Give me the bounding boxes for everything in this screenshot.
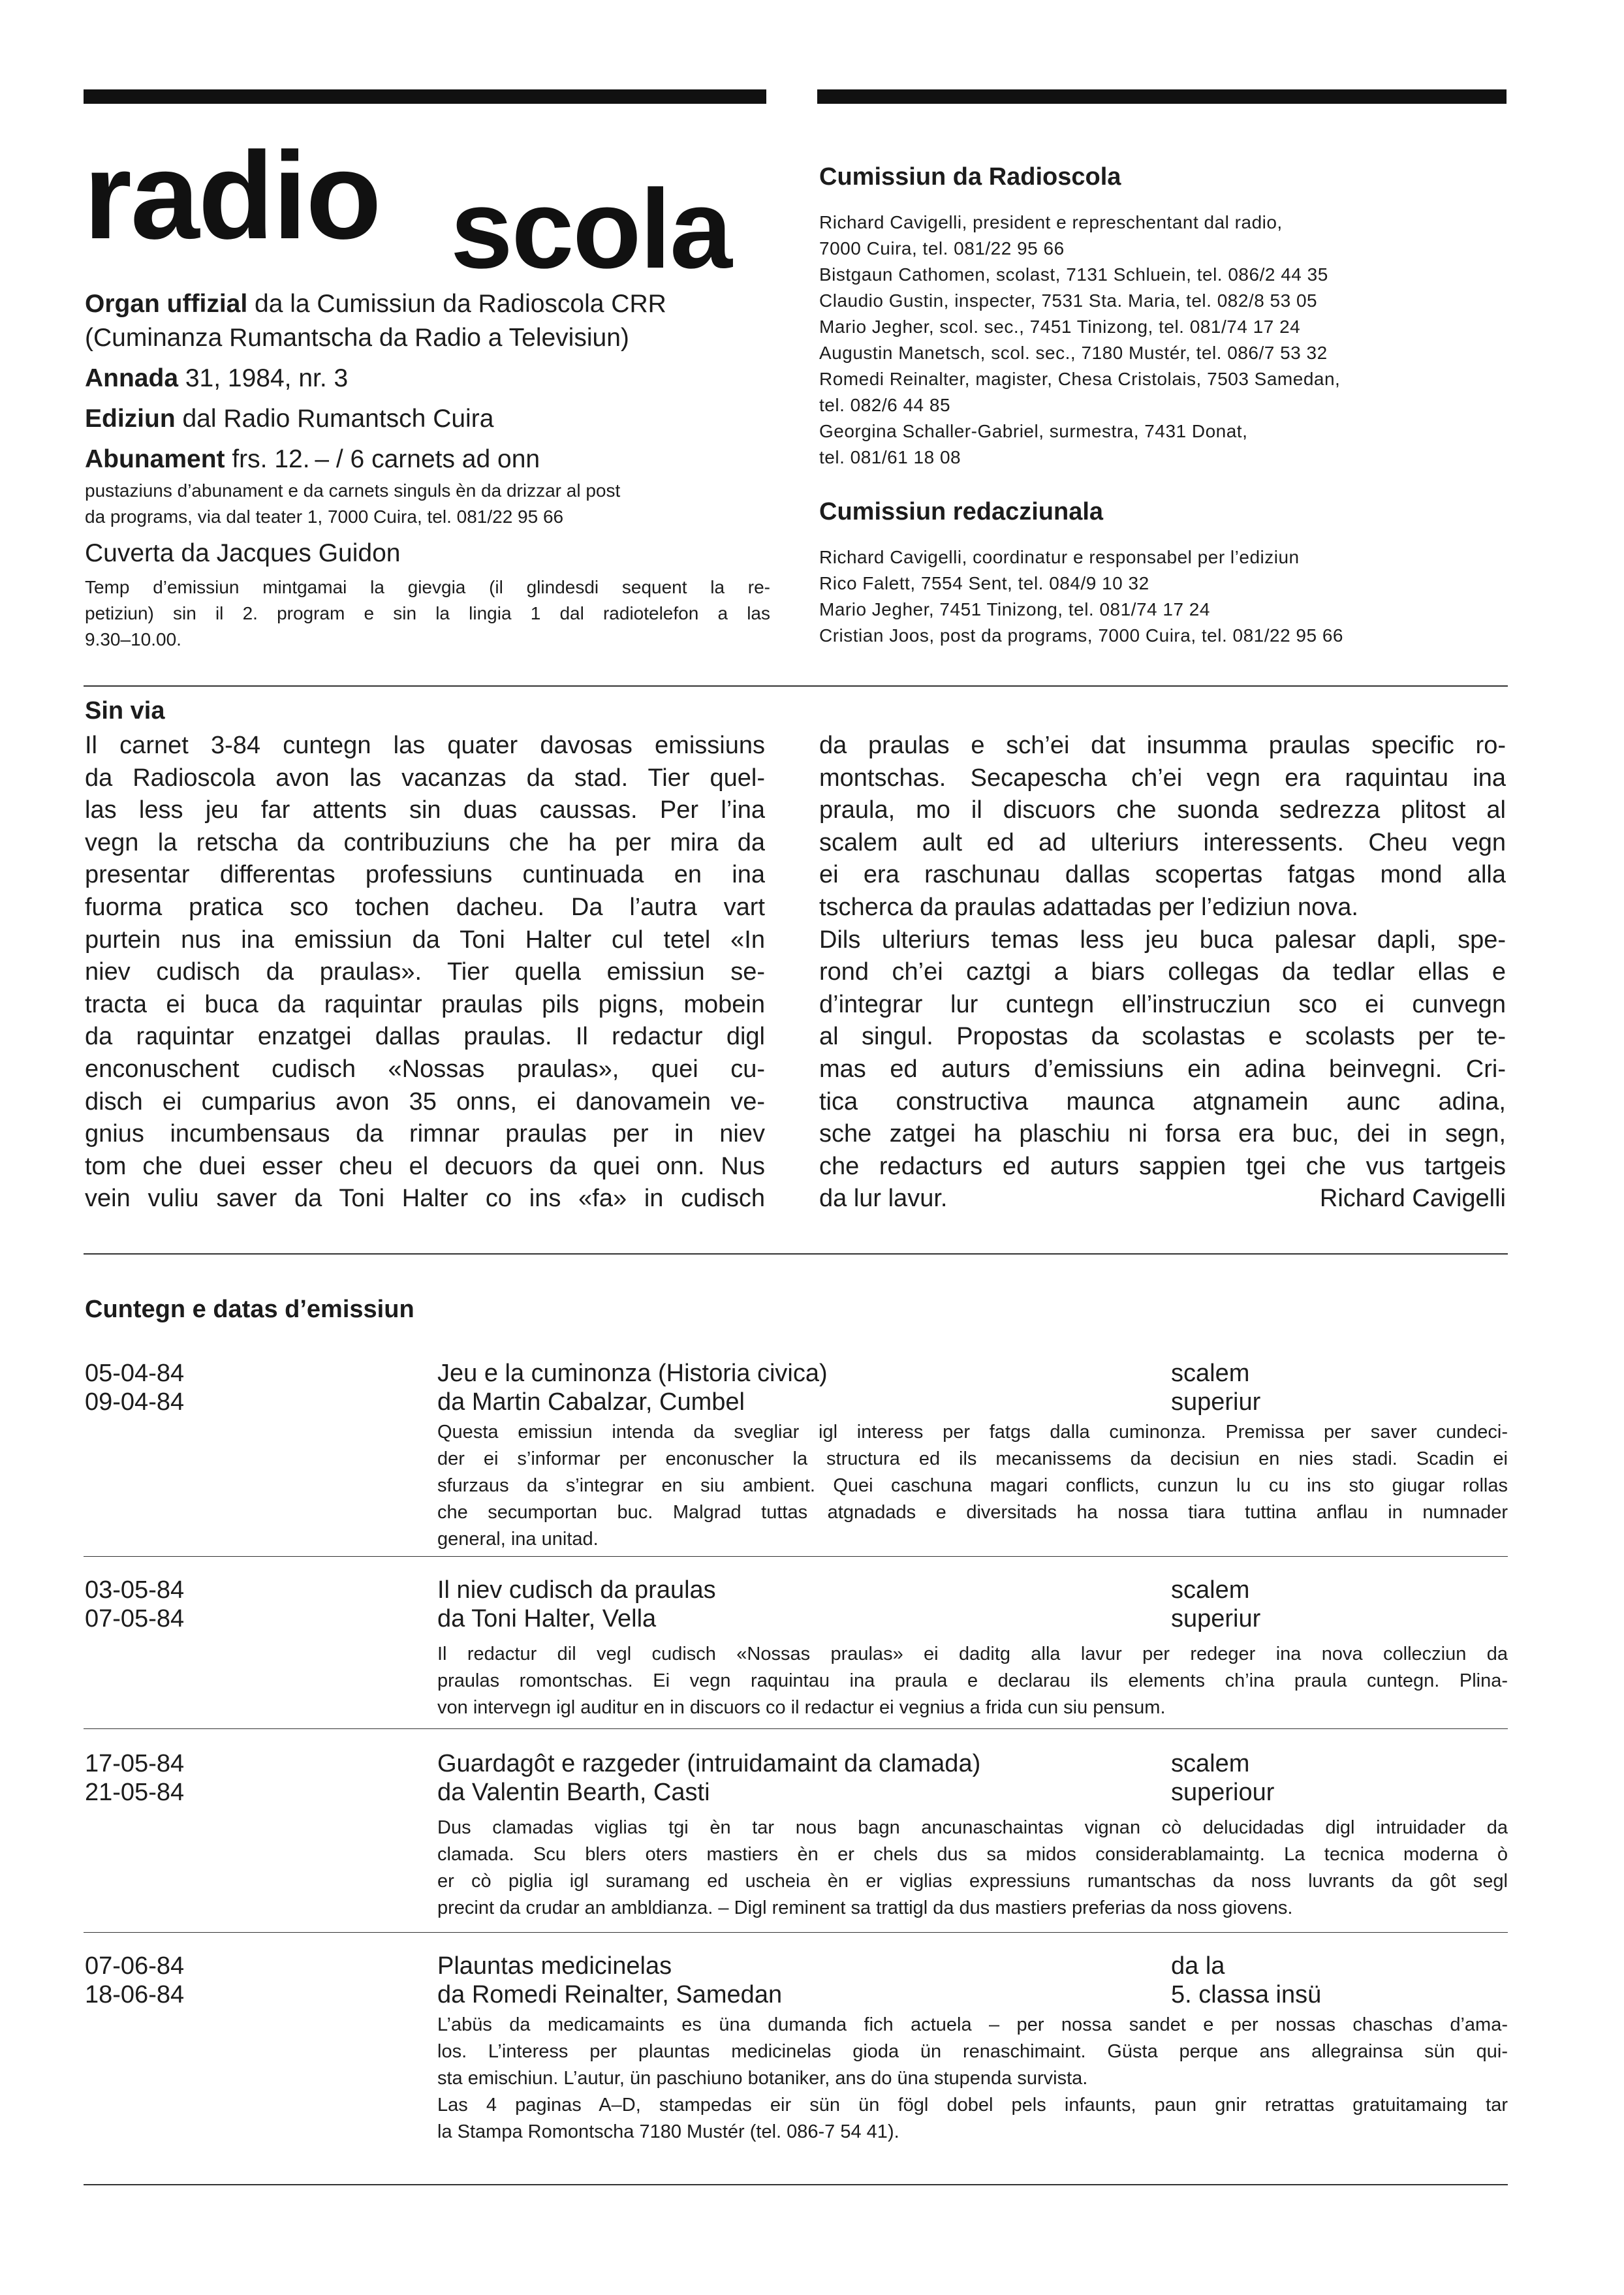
member-line: 7000 Cuira, tel. 081/22 95 66: [819, 238, 1065, 258]
abunament-line: [85, 443, 770, 476]
entry-description: [437, 1815, 1508, 1922]
article-line: Dils ulteriurs temas less jeu buca palesar dapli, spe-: [819, 926, 1506, 954]
article-line: sche zatgei ha plaschiu ni forsa era buc, dei in segn,: [819, 1120, 1506, 1148]
organ-label: Organ uffizial: [85, 290, 248, 318]
entry-title: Il niev cudisch da praulas: [437, 1576, 716, 1604]
top-rule-right: [817, 89, 1507, 104]
article-line: tscherca da praulas adattadas per l’ediziun nova.: [819, 893, 1358, 921]
organ-text: da la Cumissiun da Radioscola CRR: [247, 290, 666, 318]
article-line: scalem ault ed ad ulteriurs interessents. Cheu vegn: [819, 828, 1506, 856]
entry-title: Jeu e la cuminonza (Historia civica): [437, 1360, 828, 1387]
description-line: Questa emissiun intenda da svegliar igl interess per fatgs dalla cuminonza. Premissa per saver cundeci-: [437, 1422, 1508, 1443]
article-final-line: [819, 1183, 1506, 1215]
ediziun-label: Ediziun: [85, 405, 176, 433]
article-line: d’integrar lur cuntegn ell’instrucziun sco ei cunvegn: [819, 990, 1506, 1018]
redaczionala-title: Cumissiun redacziunala: [819, 498, 1104, 525]
member-line: Richard Cavigelli, president e represchentant dal radio,: [819, 212, 1283, 232]
description-line: Dus clamadas viglias tgi èn tar nous bagn ancunaschaintas vignan cò delucidadas digl intruidader da: [437, 1817, 1508, 1838]
article-line: tom che duei esser cheu el decuors da quei onn. Nus: [85, 1152, 765, 1180]
article-line: da praulas e sch’ei dat insumma praulas specific ro-: [819, 732, 1506, 759]
masthead-scola: scola: [450, 166, 731, 292]
entry-title: Plauntas medicinelas: [437, 1952, 672, 1980]
article-left-column: [85, 730, 765, 1215]
article-top-rule: [84, 685, 1508, 687]
description-line: che secumportan buc. Malgrad tuttas atgnadads e diversitads ha nossa tiara tuttina anflau in numnader: [437, 1502, 1508, 1523]
schedule-title: Cuntegn e datas d’emissiun: [85, 1296, 414, 1323]
organ-line-2: (Cuminanza Rumantscha da Radio a Televisiun): [85, 324, 629, 352]
article-line: Il carnet 3-84 cuntegn las quater davosas emissiuns: [85, 732, 765, 759]
article-line: praula, mo il discuors che suonda sedrezza plitost al: [819, 796, 1506, 824]
entry-level: superiur: [1171, 1388, 1261, 1416]
redaczionala-line: Cristian Joos, post da programs, 7000 Cuira, tel. 081/22 95 66: [819, 625, 1343, 646]
article-final-text: da lur lavur.: [819, 1185, 948, 1213]
member-line: Augustin Manetsch, scol. sec., 7180 Mustér, tel. 086/7 53 32: [819, 343, 1328, 363]
article-line: da Radioscola avon las vacanzas da stad. Tier quel-: [85, 764, 765, 792]
redaczionala-line: Rico Falett, 7554 Sent, tel. 084/9 10 32: [819, 573, 1149, 593]
article-signature: Richard Cavigelli: [1319, 1185, 1506, 1213]
article-line: presentar differentas professiuns cuntinuada en ina: [85, 861, 765, 889]
article-line: fuorma pratica sco tochen dacheu. Da l’autra vart: [85, 893, 765, 921]
description-line: L’abüs da medicamaints es üna dumanda fich actuela – per nossa sandet e per nossas chaschas d’ama-: [437, 2014, 1508, 2035]
article-line: al singul. Propostas da scolastas e scolasts per te-: [819, 1023, 1506, 1051]
article-line: ei era raschunau dallas scopertas fatgas mond alla: [819, 861, 1506, 889]
entry-level: scalem: [1171, 1750, 1250, 1777]
description-line: los. L’interess per plauntas medicinelas gioda ün renaschimaint. Güsta perque ans allegrainsa sün qui-: [437, 2041, 1508, 2062]
entry-description: [437, 1641, 1508, 1721]
article-line: enconuschent cudisch «Nossas praulas», quei cu-: [85, 1055, 765, 1083]
redaczionala-line: Richard Cavigelli, coordinatur e responsabel per l’ediziun: [819, 547, 1300, 567]
description-line: praulas romontschas. Ei vegn raquintau ina praula e declarau ils elements ch’ina praula cuntegn. Plina-: [437, 1670, 1508, 1691]
entry-title: Guardagôt e razgeder (intruidamaint da clamada): [437, 1750, 981, 1777]
abunament-label: Abunament: [85, 445, 225, 473]
article-line: mas ed auturs d’emissiuns ein adina beinvegni. Cri-: [819, 1055, 1506, 1083]
article-title: Sin via: [85, 697, 165, 725]
pustaziuns-text: [85, 478, 770, 530]
description-line: Las 4 paginas A–D, stampedas eir sün ün fögl dobel pels infaunts, paun gnir retrattas gratuitamaing tar: [437, 2095, 1508, 2115]
repeat-date: 07-05-84: [85, 1605, 185, 1632]
article-right-column: [819, 730, 1506, 1215]
entry-level: da la: [1171, 1952, 1225, 1980]
article-line: montschas. Secapescha ch’ei vegn era raquintau ina: [819, 764, 1506, 792]
cuverta-line: Cuverta da Jacques Guidon: [85, 539, 401, 567]
entry-divider: [84, 1728, 1508, 1729]
member-line: tel. 082/6 44 85: [819, 395, 951, 415]
temp-line: 9.30–10.00.: [85, 629, 181, 649]
entry-level: superiur: [1171, 1605, 1261, 1632]
repeat-date: 18-06-84: [85, 1981, 185, 2008]
repeat-date: 09-04-84: [85, 1388, 185, 1416]
article-line: tracta ei buca da raquintar praulas pils pigns, mobein: [85, 990, 765, 1018]
temp-line: petiziun) sin il 2. program e sin la lingia 1 dal radiotelefon a las: [85, 603, 770, 623]
temp-text: [85, 574, 770, 653]
description-line: general, ina unitad.: [437, 1529, 599, 1550]
entry-divider: [84, 1932, 1508, 1933]
broadcast-date: 07-06-84: [85, 1952, 185, 1980]
abunament-text: frs. 12. – / 6 carnets ad onn: [225, 445, 540, 473]
schedule-top-rule: [84, 1253, 1508, 1255]
pustaziuns-line: da programs, via dal teater 1, 7000 Cuira, tel. 081/22 95 66: [85, 507, 564, 527]
entry-level: scalem: [1171, 1576, 1250, 1604]
entry-level: 5. classa insü: [1171, 1981, 1322, 2008]
cumissiun-members: [819, 210, 1511, 471]
entry-author: da Valentin Bearth, Casti: [437, 1779, 710, 1806]
top-rule-left: [84, 89, 766, 104]
article-line: rond ch’ei caztgi a biars collegas da tedlar ellas e: [819, 958, 1506, 986]
description-line: sfurzaus da s’integrar en siu ambient. Quei caschuna magari conflicts, cunzun lu cu ins sto giugar rollas: [437, 1475, 1508, 1496]
article-line: las less jeu far attents sin duas caussas. Per l’ina: [85, 796, 765, 824]
temp-line: Temp d’emissiun mintgamai la gievgia (il glindesdi sequent la re-: [85, 577, 770, 597]
bottom-rule: [84, 2184, 1508, 2185]
description-line: Il redactur dil vegl cudisch «Nossas praulas» ei daditg alla lavur per redeger ina nova collecziun da: [437, 1644, 1508, 1664]
pustaziuns-line: pustaziuns d’abunament e da carnets singuls èn da drizzar al post: [85, 480, 621, 501]
member-line: Bistgaun Cathomen, scolast, 7131 Schluein, tel. 086/2 44 35: [819, 264, 1328, 285]
broadcast-date: 17-05-84: [85, 1750, 185, 1777]
entry-divider: [84, 1556, 1508, 1557]
description-line: la Stampa Romontscha 7180 Mustér (tel. 086-7 54 41).: [437, 2121, 899, 2142]
entry-author: da Romedi Reinalter, Samedan: [437, 1981, 783, 2008]
repeat-date: 21-05-84: [85, 1779, 185, 1806]
member-line: tel. 081/61 18 08: [819, 447, 961, 467]
article-line: tica constructiva maunca atgnamein aunc adina,: [819, 1087, 1506, 1116]
redaczionala-line: Mario Jegher, 7451 Tinizong, tel. 081/74 17 24: [819, 599, 1210, 619]
entry-level: scalem: [1171, 1360, 1250, 1387]
member-line: Romedi Reinalter, magister, Chesa Cristolais, 7503 Samedan,: [819, 369, 1341, 389]
organ-line: [85, 287, 770, 321]
ediziun-text: dal Radio Rumantsch Cuira: [175, 405, 494, 433]
broadcast-date: 05-04-84: [85, 1360, 185, 1387]
entry-description: [437, 1419, 1508, 1553]
description-line: sta emischiun. L’autur, ün paschiuno botaniker, ans do üna stupenda survista.: [437, 2068, 1088, 2089]
member-line: Georgina Schaller-Gabriel, surmestra, 7431 Donat,: [819, 421, 1248, 441]
description-line: clamada. Scu blers oters mastiers èn er chels dus sa midos considerablamaintg. La tecnica moderna ò: [437, 1844, 1508, 1865]
annada-text: 31, 1984, nr. 3: [178, 364, 349, 392]
redaczionala-members: [819, 544, 1511, 649]
article-line: che redacturs ed auturs sappien tgei che vus tartgeis: [819, 1152, 1506, 1180]
cumissiun-title: Cumissiun da Radioscola: [819, 163, 1121, 191]
description-line: der ei s’informar per enconuscher la structura ed ils mecanissems da decisiun en nies stadi. Scadin ei: [437, 1448, 1508, 1469]
article-line: disch ei cumparius avon 35 onns, ei danovamein ve-: [85, 1087, 765, 1116]
article-line: gnius incumbensaus da rimnar praulas per in niev: [85, 1120, 765, 1148]
member-line: Mario Jegher, scol. sec., 7451 Tinizong, tel. 081/74 17 24: [819, 317, 1301, 337]
description-line: von intervegn igl auditur en in discuors co il redactur ei vegnius a frida cun siu pensum.: [437, 1697, 1166, 1718]
entry-level: superiour: [1171, 1779, 1275, 1806]
right-header: [819, 163, 1511, 649]
member-line: Claudio Gustin, inspecter, 7531 Sta. Maria, tel. 082/8 53 05: [819, 290, 1318, 311]
article-line: niev cudisch da praulas». Tier quella emissiun se-: [85, 958, 765, 986]
description-line: er cò piglia igl suramang ed uscheia èn er viglias expressiuns rumantschas da noss luvrants da gôt segl: [437, 1871, 1508, 1892]
article-line: vegn la retscha da contribuziuns che ha per mira da: [85, 828, 765, 856]
ediziun-line: [85, 402, 770, 436]
masthead-radio: radio: [84, 127, 381, 265]
entry-author: da Martin Cabalzar, Cumbel: [437, 1388, 745, 1416]
annada-label: Annada: [85, 364, 179, 392]
broadcast-date: 03-05-84: [85, 1576, 185, 1604]
article-line: da raquintar enzatgei dallas praulas. Il redactur digl: [85, 1023, 765, 1051]
article-line: vein vuliu saver da Toni Halter co ins «fa» in cudisch: [85, 1185, 765, 1213]
left-header: [85, 287, 770, 653]
annada-line: [85, 362, 770, 396]
description-line: precint da crudar an ambldianza. – Digl reminent sa trattigl da dus mastiers preferias da noss giovens.: [437, 1897, 1293, 1918]
article-line: purtein nus ina emissiun da Toni Halter cul tetel «In: [85, 926, 765, 954]
entry-author: da Toni Halter, Vella: [437, 1605, 657, 1632]
entry-description: [437, 2012, 1508, 2146]
